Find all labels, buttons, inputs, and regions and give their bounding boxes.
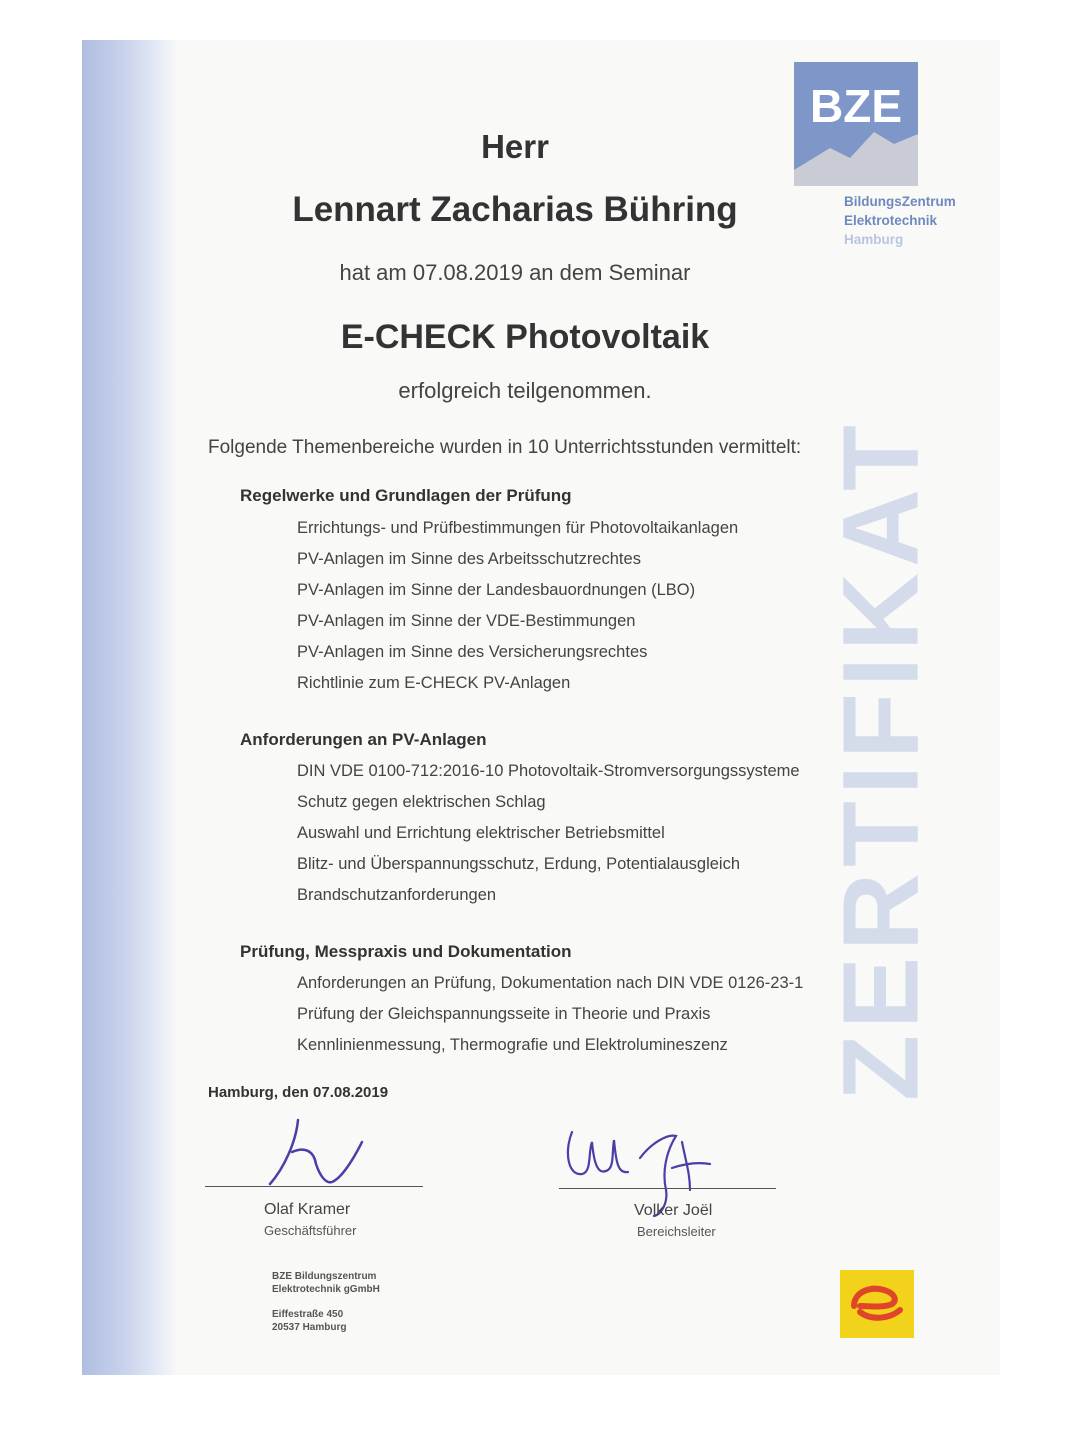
topic-item: Prüfung der Gleichspannungsseite in Theorie und Praxis <box>297 1005 711 1023</box>
signer-name-2: Volker Joël <box>634 1202 713 1219</box>
topic-item: Richtlinie zum E-CHECK PV-Anlagen <box>297 674 571 692</box>
topic-item: PV-Anlagen im Sinne der Landesbauordnungen (LBO) <box>297 581 696 599</box>
topic-item: Anforderungen an Prüfung, Dokumentation nach DIN VDE 0126-23-1 <box>297 974 804 992</box>
signature-line-1 <box>205 1186 423 1187</box>
topic-item: PV-Anlagen im Sinne des Arbeitsschutzrechtes <box>297 550 641 568</box>
zertifikat-watermark-text: ZERTIFIKAT <box>819 419 941 1101</box>
topic-item: Schutz gegen elektrischen Schlag <box>297 793 546 811</box>
bze-logo-acronym: BZE <box>810 80 902 132</box>
signature-1-icon <box>262 1112 372 1192</box>
signer-role-1: Geschäftsführer <box>264 1223 357 1238</box>
topic-item: Auswahl und Errichtung elektrischer Betriebsmittel <box>297 824 665 842</box>
topic-item: DIN VDE 0100-712:2016-10 Photovoltaik-Stromversorgungssysteme <box>297 762 800 780</box>
signer-name-1: Olaf Kramer <box>264 1201 351 1218</box>
decorative-blue-band <box>82 40 178 1375</box>
topic-item: Blitz- und Überspannungsschutz, Erdung, Potentialausgleich <box>297 855 741 873</box>
issuer-line-2: Elektrotechnik gGmbH <box>272 1284 380 1295</box>
topics-intro: Folgende Themenbereiche wurden in 10 Unterrichtsstunden vermittelt: <box>208 437 802 458</box>
topic-item: PV-Anlagen im Sinne des Versicherungsrechtes <box>297 643 648 661</box>
issuer-line-1: BZE Bildungszentrum <box>272 1271 377 1282</box>
issuer-city: 20537 Hamburg <box>272 1322 347 1333</box>
salutation: Herr <box>481 128 549 165</box>
e-check-logo-icon <box>840 1270 914 1338</box>
logo-line-1: BildungsZentrum <box>844 194 956 209</box>
section-heading: Regelwerke und Grundlagen der Prüfung <box>240 486 572 505</box>
signature-line-2 <box>559 1188 776 1189</box>
recipient-name: Lennart Zacharias Bühring <box>292 190 738 229</box>
topic-item: Errichtungs- und Prüfbestimmungen für Photovoltaikanlagen <box>297 519 739 537</box>
topic-item: Brandschutzanforderungen <box>297 886 497 904</box>
topic-item: PV-Anlagen im Sinne der VDE-Bestimmungen <box>297 612 636 630</box>
issuer-street: Eiffestraße 450 <box>272 1309 344 1320</box>
success-text: erfolgreich teilgenommen. <box>398 378 652 403</box>
seminar-title: E-CHECK Photovoltaik <box>340 318 710 356</box>
logo-line-3: Hamburg <box>844 232 904 247</box>
section-heading: Anforderungen an PV-Anlagen <box>240 730 487 749</box>
section-heading: Prüfung, Messpraxis und Dokumentation <box>240 942 572 961</box>
intro-text: hat am 07.08.2019 an dem Seminar <box>339 260 691 285</box>
logo-line-2: Elektrotechnik <box>844 213 938 228</box>
place-date: Hamburg, den 07.08.2019 <box>208 1084 389 1101</box>
topic-item: Kennlinienmessung, Thermografie und Elektrolumineszenz <box>297 1036 728 1054</box>
signer-role-2: Bereichsleiter <box>637 1224 716 1239</box>
bze-logo-icon <box>794 62 918 186</box>
